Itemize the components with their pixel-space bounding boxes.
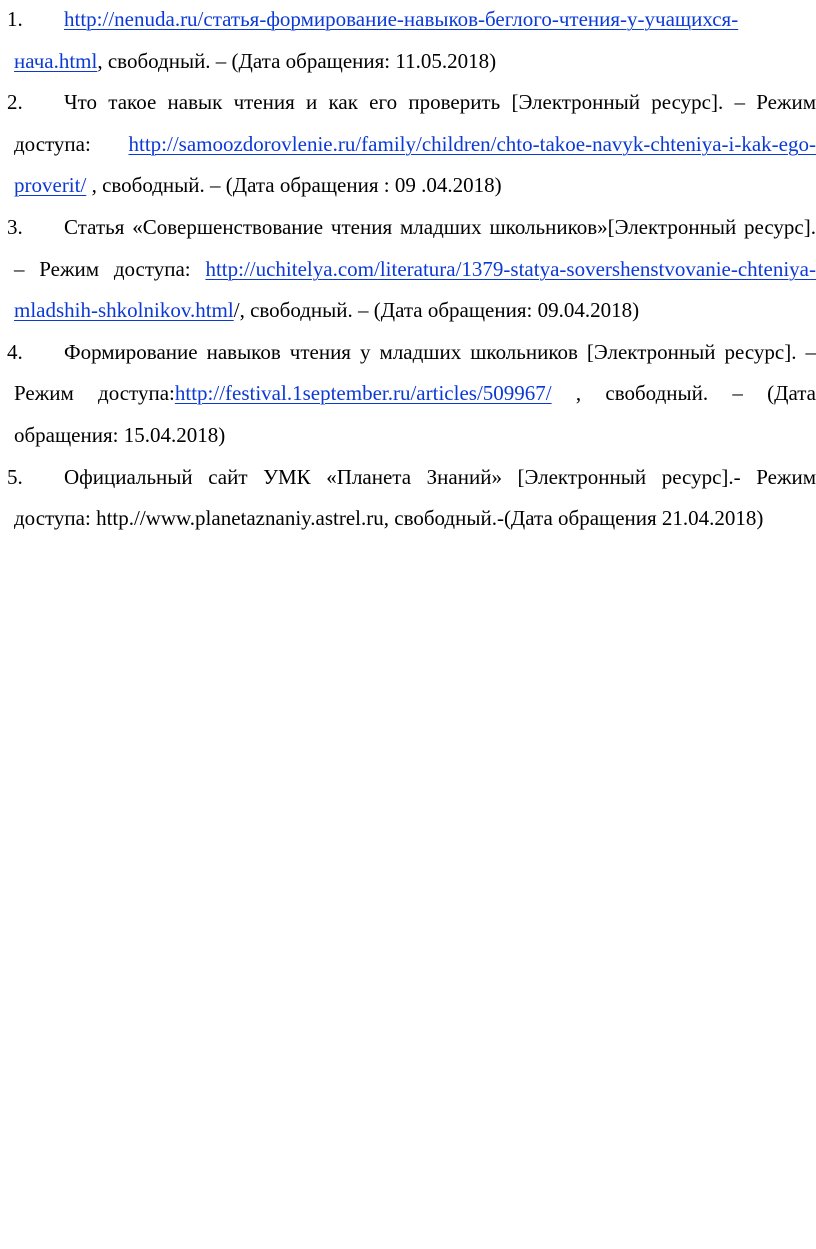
reference-number: 1.: [7, 7, 23, 31]
reference-item-2: [7, 82, 816, 207]
reference-text: Формирование навыков чтения у младших школьников [Электронный ресурс]. – Режим доступа:: [14, 339, 816, 406]
reference-link[interactable]: http://uchitelya.com/literatura/1379-statya-sovershenstvovanie-chteniya-mladshih-shkolnikov.html: [14, 256, 816, 323]
reference-list: [7, 0, 816, 540]
reference-item-1: [7, 0, 816, 82]
reference-access-info: , свободный. – (Дата обращения : 09 .04.2018): [86, 173, 502, 198]
reference-access-info: , свободный. – (Дата обращения: 15.04.2018): [14, 381, 816, 447]
reference-link[interactable]: http://festival.1september.ru/articles/509967/: [174, 381, 552, 406]
reference-item-3: [7, 207, 816, 332]
reference-link[interactable]: http://nenuda.ru/статья-формирование-навыков-беглого-чтения-у-учащихся-нача.html: [14, 7, 739, 73]
reference-link[interactable]: http://samoozdorovlenie.ru/family/children/chto-takoe-navyk-chteniya-i-kak-ego-proverit/: [14, 131, 816, 198]
reference-access-info: , свободный. – (Дата обращения: 11.05.2018): [97, 48, 497, 73]
reference-number: 3.: [7, 214, 23, 239]
reference-item-5: [7, 457, 816, 540]
reference-number: 4.: [7, 339, 23, 364]
reference-text: Что такое навык чтения и как его проверить [Электронный ресурс]. – Режим доступа:: [14, 90, 816, 156]
reference-text: Статья «Совершенствование чтения младших школьников»[Электронный ресурс]. – Режим доступа:: [14, 214, 816, 281]
reference-text: Официальный сайт УМК «Планета Знаний» [Электронный ресурс].- Режим доступа: http.//www.planetaznaniy.astrel.ru, свободный.-(Дата обращения 21.04.2018): [14, 464, 816, 531]
reference-access-info: /, свободный. – (Дата обращения: 09.04.2018): [233, 298, 640, 323]
reference-item-4: [7, 332, 816, 457]
reference-number: 2.: [7, 90, 23, 115]
reference-number: 5.: [7, 464, 23, 489]
